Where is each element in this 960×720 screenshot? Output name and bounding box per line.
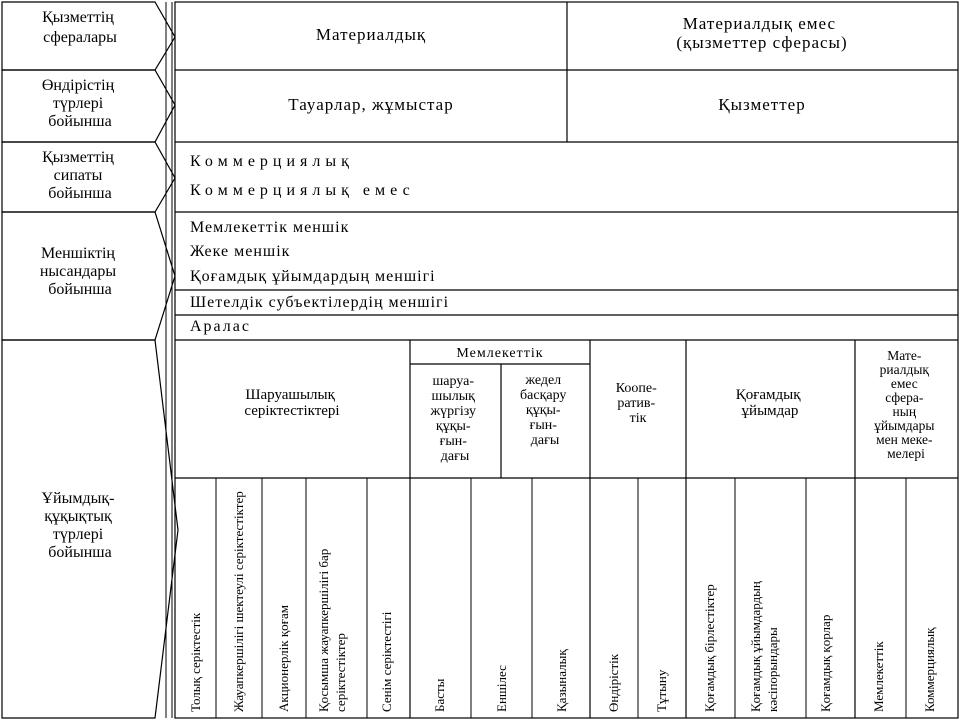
left-label-legal: Ұйымдық- құқықтық түрлері бойынша	[41, 490, 115, 561]
form-label-treasury: Қазыналық	[554, 649, 569, 712]
group-public-organizations: Қоғамдық ұйымдар	[735, 387, 801, 419]
production-goods: Тауарлар, жұмыстар	[288, 95, 454, 114]
group-economic-management: шаруа- шылық жүргізу құқы- ғын- дағы	[430, 374, 477, 464]
form-label-public-funds: Қоғамдық қорлар	[818, 614, 833, 712]
state-enterprises-header: Мемлекеттік	[456, 346, 544, 361]
ownership-foreign: Шетелдік субъектілердің меншігі	[190, 294, 450, 311]
form-label-production-coop: Өндірістік	[606, 653, 621, 712]
form-label-additional-liability: Қосымша жауапкершілігі бар серіктестіктер	[316, 548, 348, 712]
form-label-public-org-enterprises: Қоғамдық ұйымдардың кәсіпорындары	[748, 581, 780, 712]
form-label-llp: Жауапкершілігі шектеулі серіктестіктер	[231, 491, 246, 712]
production-services: Қызметтер	[718, 95, 806, 114]
ownership-public-orgs: Қоғамдық ұйымдардың меншігі	[190, 268, 436, 285]
left-label-ownership: Меншіктің нысандары бойынша	[39, 245, 117, 298]
group-operational-management: жедел басқару құқы- ғын- дағы	[520, 373, 567, 448]
left-label-activity: Қызметтің сипаты бойынша	[42, 149, 114, 202]
group-cooperatives: Коопе- ратив- тік	[615, 381, 657, 426]
ownership-state: Мемлекеттік меншік	[190, 219, 350, 236]
form-label-commercial-nonmaterial: Коммерциялық	[922, 627, 937, 712]
sphere-material: Материалдық	[315, 25, 427, 44]
form-label-public-associations: Қоғамдық бірлестіктер	[702, 584, 717, 712]
ownership-private: Жеке меншік	[190, 243, 291, 260]
form-label-trust-partnership: Сенім серіктестігі	[379, 611, 394, 712]
form-label-consumer-coop: Тұтыну	[654, 669, 669, 712]
form-label-full-partnership: Толық серіктестік	[188, 612, 203, 712]
left-column	[2, 2, 178, 718]
left-label-production: Өндірістің түрлері бойынша	[41, 77, 115, 130]
activity-noncommercial: Коммерциялық емес	[190, 182, 415, 199]
activity-commercial: Коммерциялық	[190, 153, 354, 170]
group-business-partnerships: Шаруашылық серіктестіктері	[244, 387, 340, 419]
legal-forms	[188, 491, 937, 712]
form-label-subsidiary: Еншілес	[494, 665, 509, 712]
form-label-joint-stock: Акционерлік қоғам	[276, 605, 291, 712]
sphere-nonmaterial: Материалдық емес (қызметтер сферасы)	[676, 14, 848, 52]
left-label-spheres: Қызметтің сфералары	[42, 9, 117, 46]
group-nonmaterial-organizations: Мате- риалдық емес сфера- ның ұйымдары мен меке- мелері	[874, 348, 935, 461]
form-label-state-nonmaterial: Мемлекеттік	[871, 641, 886, 712]
ownership-mixed: Аралас	[190, 318, 251, 335]
form-label-parent: Басты	[432, 678, 447, 712]
